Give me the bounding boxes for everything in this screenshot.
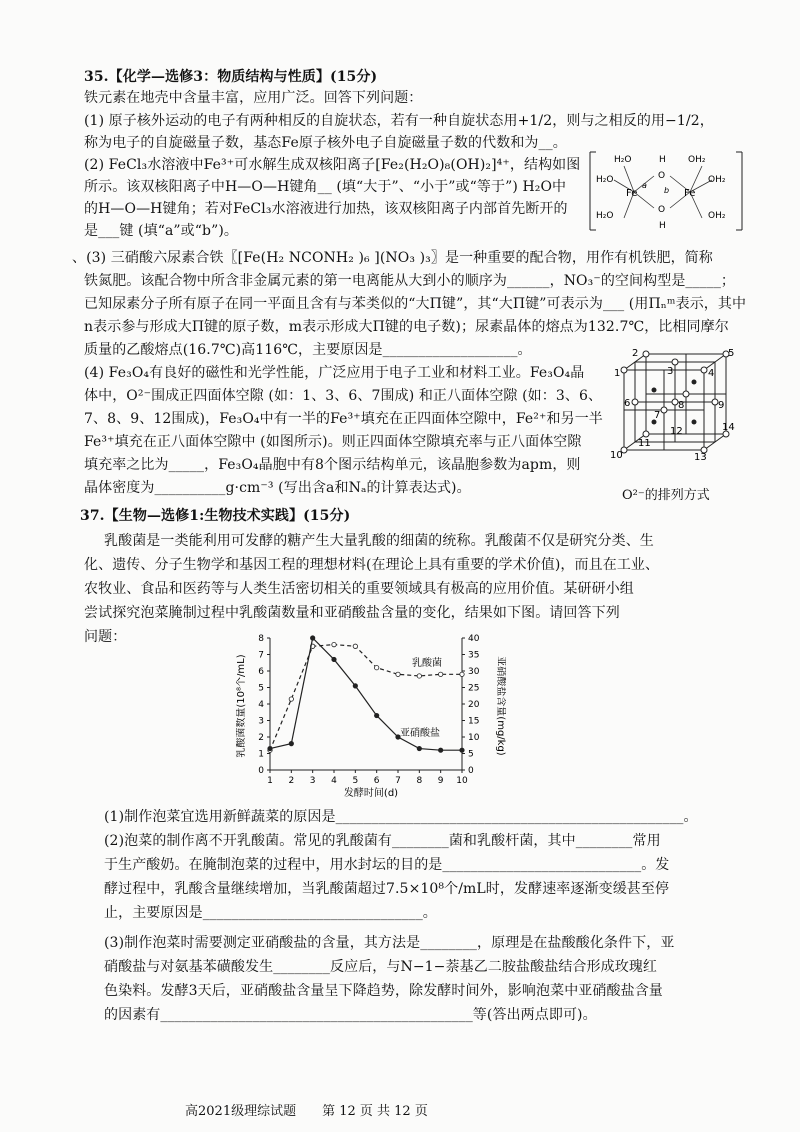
q37-title: 37.【生物—选修1:生物技术实践】(15分) — [80, 508, 351, 524]
cube-label-9: 9 — [718, 400, 725, 411]
dimer-structure-diagram — [584, 148, 750, 234]
q35-p4-line6: 晶体密度为__________g·cm⁻³ (写出含a和Nₐ的计算表达式)。 — [84, 480, 471, 496]
x-tick-label: 9 — [437, 776, 444, 786]
cube-label-5: 5 — [728, 348, 735, 359]
nitrite-point — [289, 741, 293, 745]
x-tick-label: 7 — [395, 776, 401, 786]
bridge-h-top: H — [659, 155, 666, 165]
cube-label-13: 13 — [694, 452, 707, 463]
q35-p4-line3: 7、8、9、12围成)，Fe₃O₄中有一半的Fe³⁺填充在正四面体空隙中，Fe²⁺和另一半 — [84, 411, 603, 427]
ligand-oh2-right: OH₂ — [708, 175, 726, 185]
page-footer: 高2021级理综试题 第 12 页 共 12 页 — [185, 1104, 428, 1119]
q37-sub2-line2: 于生产酸奶。在腌制泡菜的过程中，用水封坛的目的是____________________________。发 — [104, 857, 670, 873]
q35-title: 35.【化学—选修3：物质结构与性质】(15分) — [84, 69, 378, 85]
nitrite-point — [417, 746, 421, 750]
bond-label-a: a — [642, 181, 647, 190]
q35-p4-line4: Fe³⁺填充在正八面体空隙中 (如图所示)。则正四面体空隙填充率与正八面体空隙 — [84, 434, 582, 450]
nitrite-point — [438, 748, 442, 752]
q35-p2-line4: 是___键 (填“a”或“b”)。 — [84, 223, 239, 239]
y-right-tick-label: 5 — [468, 749, 474, 760]
y-axis-right-label: 亚硝酸盐含量(mg/kg) — [495, 656, 506, 756]
y-left-tick-label: 4 — [258, 700, 264, 710]
cube-label-10: 10 — [610, 450, 623, 461]
lactobacillus-point — [289, 697, 293, 701]
q37-intro-line3: 农牧业、食品和医药等与人类生活密切相关的重要领域具有极高的应用价值。某研研小组 — [84, 581, 634, 597]
q35-p1-line2: 称为电子的自旋磁量子数，基态Fe原子核外电子自旋磁量子数的代数和为__。 — [84, 135, 567, 151]
x-tick-label: 2 — [288, 776, 295, 786]
nitrite-point — [268, 746, 272, 750]
q35-p1-line1: (1) 原子核外运动的电子有两种相反的自旋状态，若有一种自旋状态用+1/2，则与之相反的用−1/2， — [84, 113, 714, 129]
lactobacillus-point — [460, 672, 464, 676]
y-axis-left-label: 乳酸菌数量(10⁸个/mL) — [236, 654, 247, 758]
y-right-tick-label: 35 — [468, 650, 480, 661]
chart-ticks — [258, 634, 479, 786]
q35-p3-line5: 质量的乙酸熔点(16.7℃)高116℃，主要原因是___________________。 — [84, 342, 532, 358]
q37-sub3-line3: 色染料。发酵3天后，亚硝酸盐含量呈下降趋势，除发酵时间外，影响泡菜中亚硝酸盐含量 — [104, 983, 663, 999]
q35-p4-line2: 体中，O²⁻围成正四面体空隙 (如：1、3、6、7围成) 和正八面体空隙 (如：3、6、 — [84, 388, 603, 404]
q35-intro: 铁元素在地壳中含量丰富，应用广泛。回答下列问题： — [84, 90, 423, 106]
q37-intro-line1: 乳酸菌是一类能利用可发酵的糖产生大量乳酸的细菌的统称。乳酸菌不仅是研究分类、生 — [104, 533, 654, 549]
q37-intro-line5: 问题： — [84, 629, 127, 645]
q37-sub2-line1: (2)泡菜的制作离不开乳酸菌。常见的乳酸菌有________菌和乳酸杆菌，其中________常用 — [104, 833, 661, 849]
q35-p3-line1: 、(3) 三硝酸六尿素合铁〖[Fe(H₂ NCONH₂ )₆ ](NO₃ )₃〗是一种重要的配合物，用作有机铁肥，简称 — [72, 250, 713, 266]
y-right-tick-label: 15 — [468, 716, 480, 727]
lactobacillus-point — [396, 672, 400, 676]
ligand-h2o-left: H₂O — [596, 175, 614, 185]
x-tick-label: 6 — [373, 776, 380, 786]
y-left-tick-label: 3 — [258, 716, 264, 727]
bridge-o-top: O — [658, 171, 666, 181]
q35-p2-line3: 的H—O—H键角；若对FeCl₃水溶液进行加热，该双核阳离子内部首先断开的 — [84, 201, 568, 217]
y-right-tick-label: 30 — [468, 667, 480, 677]
x-axis-label: 发酵时间(d) — [343, 788, 399, 799]
series-label-nitrite: 亚硝酸盐 — [400, 728, 440, 739]
nitrite-point — [310, 636, 314, 640]
cube-label-14: 14 — [722, 422, 735, 433]
x-tick-label: 8 — [416, 776, 423, 786]
x-tick-label: 3 — [309, 776, 316, 786]
q37-intro-line2: 化、遗传、分子生物学和基因工程的理想材料(在理论上具有重要的学术价值)，而且在工业、 — [84, 557, 660, 573]
oxide-cube-diagram — [610, 346, 740, 466]
x-tick-label: 1 — [267, 776, 273, 786]
y-left-tick-label: 5 — [258, 683, 264, 694]
q37-sub1: (1)制作泡菜宜选用新鲜蔬菜的原因是_________________________________________________。 — [104, 809, 698, 825]
fermentation-chart — [236, 624, 506, 804]
q37-intro-line4: 尝试探究泡菜腌制过程中乳酸菌数量和亚硝酸盐含量的变化，结果如下图。请回答下列 — [84, 605, 620, 621]
cube-label-1: 1 — [614, 368, 621, 379]
cube-caption: O²⁻的排列方式 — [622, 488, 710, 503]
q37-sub2-line4: 止，主要原因是_______________________________。 — [104, 905, 437, 921]
y-left-tick-label: 7 — [258, 650, 264, 661]
lactobacillus-point — [374, 666, 378, 670]
fe-atom-left: Fe — [626, 188, 638, 199]
nitrite-point — [460, 748, 464, 752]
x-tick-label: 5 — [352, 776, 359, 786]
nitrite-point — [353, 684, 357, 688]
bridge-h-bottom: H — [659, 221, 666, 231]
cube-label-4: 4 — [708, 368, 715, 379]
y-right-tick-label: 0 — [468, 766, 474, 776]
nitrite-point — [332, 657, 336, 661]
cube-label-12: 12 — [670, 426, 683, 437]
ligand-h2o-bottom-left: H₂O — [596, 211, 614, 221]
ligand-oh2-bottom-right: OH₂ — [708, 211, 726, 221]
cube-label-2: 2 — [632, 348, 639, 359]
q35-p3-line2: 铁氮肥。该配合物中所含非金属元素的第一电离能从大到小的顺序为______，NO₃⁻的空间构型是_____； — [84, 273, 736, 289]
lactobacillus-point — [353, 644, 357, 648]
q35-p3-line3: 已知尿素分子所有原子在同一平面且含有与苯类似的“大Π键”，其“大Π键”可表示为___ (用Πₙᵐ表示，其中 — [84, 296, 747, 312]
y-left-tick-label: 8 — [258, 634, 264, 644]
y-left-tick-label: 6 — [258, 667, 264, 677]
cube-label-6: 6 — [624, 398, 631, 409]
lactobacillus-point — [417, 674, 421, 678]
bridge-o-bottom: O — [658, 205, 666, 215]
q37-sub3-line1: (3)制作泡菜时需要测定亚硝酸盐的含量，其方法是________，原理是在盐酸酸化条件下，亚 — [104, 935, 675, 951]
y-left-tick-label: 0 — [258, 766, 264, 776]
y-left-tick-label: 2 — [258, 733, 264, 743]
q35-p2-line2: 所示。该双核阳离子中H—O—H键角__ (填“大于”、“小于”或“等于”) H₂O中 — [84, 179, 567, 195]
q35-p4-line1: (4) Fe₃O₄有良好的磁性和光学性能，广泛应用于电子工业和材料工业。Fe₃O₄晶 — [84, 365, 585, 381]
y-right-tick-label: 10 — [468, 733, 480, 743]
ligand-oh2-top-right: OH₂ — [688, 155, 706, 165]
lactobacillus-point — [332, 642, 336, 646]
bond-label-b: b — [664, 186, 670, 195]
q35-p2-line1: (2) FeCl₃水溶液中Fe³⁺可水解生成双核阳离子[Fe₂(H₂O)₈(OH)₂]⁴⁺，结构如图 — [84, 157, 581, 173]
x-tick-label: 4 — [331, 776, 337, 786]
y-left-tick-label: 1 — [258, 749, 264, 760]
q37-sub3-line4: 的因素有____________________________________________等(答出两点即可)。 — [104, 1007, 597, 1023]
y-right-tick-label: 40 — [468, 634, 480, 644]
cube-label-3: 3 — [667, 366, 674, 377]
x-tick-label: 10 — [456, 776, 468, 786]
lactobacillus-point — [438, 672, 442, 676]
series-label-lactobacillus: 乳酸菌 — [412, 658, 442, 669]
y-right-tick-label: 25 — [468, 683, 480, 694]
y-right-tick-label: 20 — [468, 700, 480, 710]
cube-label-7: 7 — [654, 410, 661, 421]
q35-p4-line5: 填充率之比为_____，Fe₃O₄晶胞中有8个图示结构单元，该晶胞参数为apm，则 — [84, 457, 581, 473]
fe-atom-right: Fe — [684, 188, 696, 199]
q35-p3-line4: n表示参与形成大Π键的原子数，m表示形成大Π键的电子数)；尿素晶体的熔点为132.7℃，比相同摩尔 — [84, 319, 729, 335]
nitrite-point — [374, 713, 378, 717]
q37-sub2-line3: 酵过程中，乳酸含量继续增加，当乳酸菌超过7.5×10⁸个/mL时，发酵速率逐渐变缓甚至停 — [104, 881, 670, 897]
q37-sub3-line2: 硝酸盐与对氨基苯磺酸发生________反应后，与N−1−萘基乙二胺盐酸盐结合形成玫瑰红 — [104, 959, 658, 975]
cube-label-11: 11 — [638, 438, 651, 449]
cube-label-8: 8 — [678, 400, 685, 411]
ligand-h2o-top-left: H₂O — [614, 155, 632, 165]
